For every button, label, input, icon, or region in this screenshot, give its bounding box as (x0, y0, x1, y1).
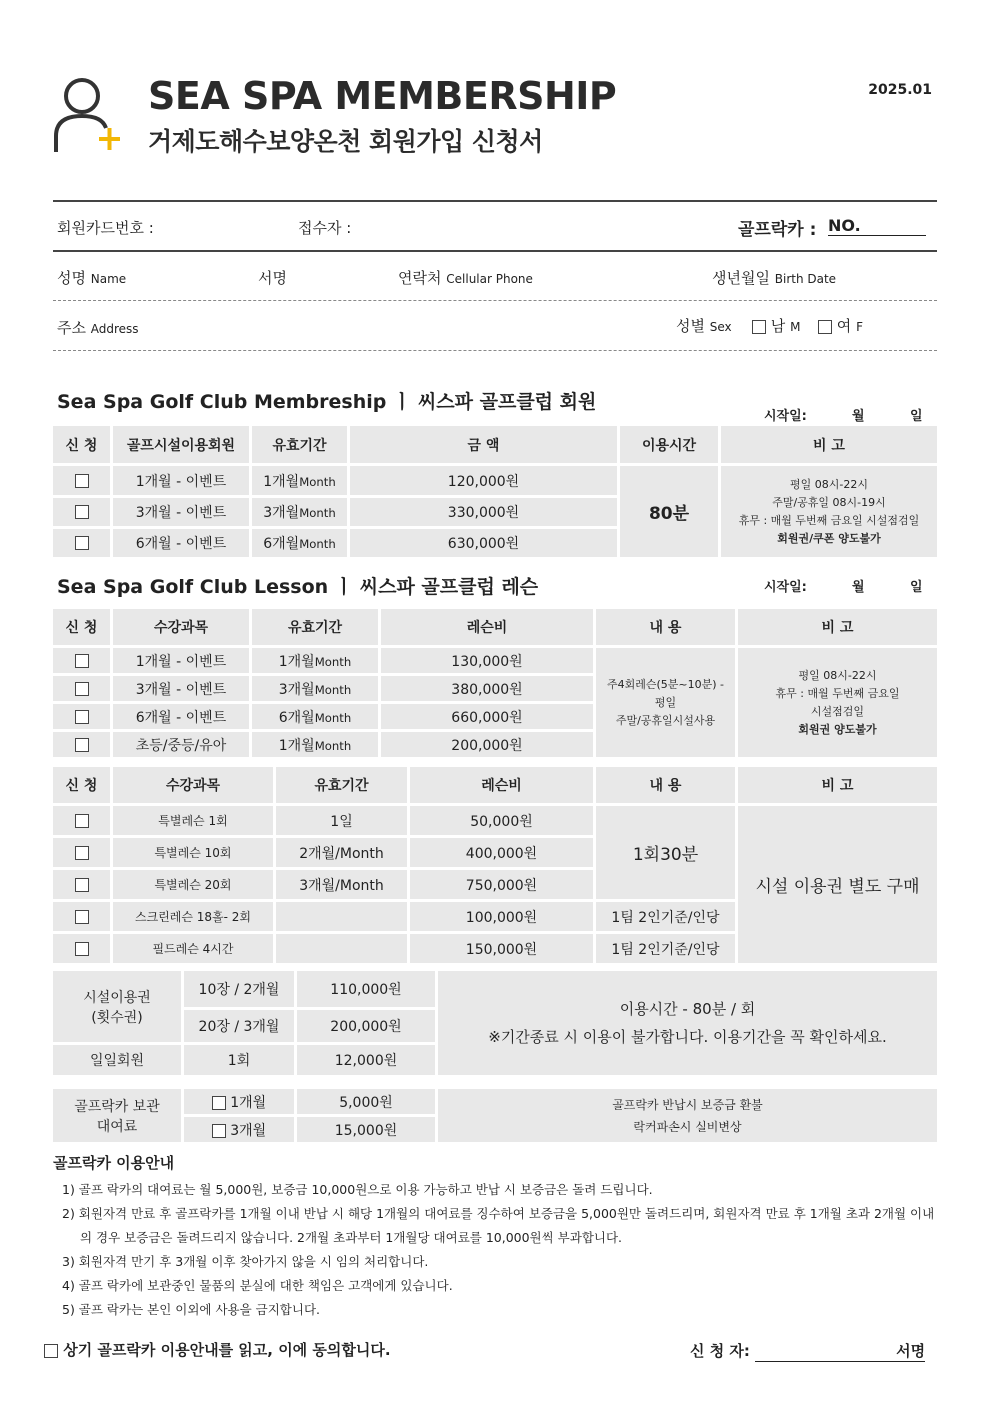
course-name: 특별레슨 10회 (113, 838, 273, 867)
col-apply: 신 청 (53, 609, 110, 645)
usage-time: 80분 (620, 466, 718, 557)
list-item: 3) 회원자격 만기 후 3개월 이후 찾아가지 않을 시 임의 처리합니다. (62, 1254, 429, 1269)
course-name: 스크린레슨 18홀- 2회 (113, 902, 273, 931)
guide-list (62, 1178, 942, 1322)
page-title: SEA SPA MEMBERSHIP (148, 74, 617, 118)
period (276, 902, 407, 931)
period: 6개월Month (252, 704, 378, 729)
apply-checkbox[interactable] (75, 710, 89, 724)
col-course: 수강과목 (113, 609, 249, 645)
apply-checkbox[interactable] (75, 910, 89, 924)
price: 50,000원 (410, 806, 593, 835)
locker-fee-label: 골프락카 보관 대여료 (53, 1089, 181, 1142)
col-price: 금 액 (350, 426, 617, 463)
locker-note: 골프락카 반납시 보증금 환불 락커파손시 실비변상 (438, 1089, 937, 1142)
period: 3개월Month (252, 676, 378, 701)
applicant-label: 신 청 자: (690, 1342, 750, 1360)
list-item: 2) 회원자격 만료 후 골프락카를 1개월 이내 반납 시 해당 1개월의 대여료를 징수하여 보증금을 5,000원만 돌려드리며, 회원자격 만료 후 1개월 초과 2개월 이내의 경우 보증금은 돌려드리지 않습니다. 2개월 초과부터 1개월당 대여료를 10,000원씩 부과합니다. (62, 1206, 935, 1245)
col-note: 비 고 (721, 426, 937, 463)
facility-price: 200,000원 (297, 1010, 435, 1042)
divider (53, 300, 937, 301)
price: 330,000원 (350, 498, 617, 526)
sign-label: 서명 (258, 269, 287, 287)
price: 120,000원 (350, 466, 617, 495)
apply-checkbox[interactable] (75, 474, 89, 488)
membership-start-label: 시작일: (764, 409, 807, 424)
lesson-table (50, 606, 940, 760)
price: 200,000원 (381, 732, 593, 757)
applicant-sign-field[interactable] (755, 1340, 925, 1362)
facility-price: 110,000원 (297, 971, 435, 1007)
phone-label: 연락처 Cellular Phone (398, 269, 533, 287)
period: 1개월Month (252, 466, 347, 495)
user-plus-icon (52, 76, 124, 154)
lesson-note: 평일 08시-22시 휴무 : 매월 두번째 금요일 시설점검일 회원권 양도불가 (738, 648, 937, 757)
col-price: 레슨비 (410, 767, 593, 803)
lesson-section-title: Sea Spa Golf Club Lesson ㅣ 씨스파 골프클럽 레슨 (57, 576, 539, 598)
period: 3개월/Month (276, 870, 407, 899)
facility-qty: 10장 / 2개월 (184, 971, 294, 1007)
course-name: 3개월 - 이벤트 (113, 676, 249, 701)
facility-label: 시설이용권 (횟수권) (53, 971, 181, 1042)
course-name: 6개월 - 이벤트 (113, 704, 249, 729)
price: 660,000원 (381, 704, 593, 729)
period: 2개월/Month (276, 838, 407, 867)
locker-label: 골프락카 : (738, 220, 817, 240)
list-item: 1) 골프 락카의 대여료는 월 5,000원, 보증금 10,000원으로 이용 가능하고 반납 시 보증금은 돌려 드립니다. (62, 1182, 653, 1197)
col-period: 유효기간 (252, 609, 378, 645)
facility-qty: 20장 / 3개월 (184, 1010, 294, 1042)
apply-checkbox[interactable] (75, 536, 89, 550)
col-note: 비 고 (738, 609, 937, 645)
course-name: 특별레슨 1회 (113, 806, 273, 835)
name-label: 성명 Name (57, 269, 127, 287)
agree-checkbox[interactable] (44, 1344, 58, 1358)
price: 380,000원 (381, 676, 593, 701)
period: 1개월Month (252, 648, 378, 673)
sex-label: 성별 Sex (676, 317, 732, 335)
lesson-start-month: 월 (852, 580, 865, 595)
locker-option-3m[interactable]: 3개월 (184, 1117, 294, 1142)
special-lesson-table (50, 764, 940, 966)
locker-fee-table (50, 1086, 940, 1145)
page-subtitle: 거제도해수보양온천 회원가입 신청서 (148, 127, 543, 156)
apply-checkbox[interactable] (75, 505, 89, 519)
price: 130,000원 (381, 648, 593, 673)
lesson-duration: 1회30분 (596, 806, 735, 899)
period: 1일 (276, 806, 407, 835)
content: 1팀 2인기준/인당 (596, 934, 735, 963)
address-label: 주소 Address (57, 319, 139, 337)
facility-info: 이용시간 - 80분 / 회 ※기간종료 시 이용이 불가합니다. 이용기간을 꼭 확인하세요. (438, 971, 937, 1075)
divider (53, 350, 937, 351)
course-name: 3개월 - 이벤트 (113, 498, 249, 526)
price: 150,000원 (410, 934, 593, 963)
table-row (53, 648, 937, 673)
col-time: 이용시간 (620, 426, 718, 463)
locker-option-1m[interactable]: 1개월 (184, 1089, 294, 1114)
price: 630,000원 (350, 529, 617, 557)
course-name: 6개월 - 이벤트 (113, 529, 249, 557)
period (276, 934, 407, 963)
course-name: 1개월 - 이벤트 (113, 648, 249, 673)
applicant-signature (690, 1340, 925, 1362)
male-checkbox[interactable] (752, 320, 766, 334)
locker-price: 5,000원 (297, 1089, 435, 1114)
card-no-label: 회원카드번호 : (57, 219, 154, 237)
apply-checkbox[interactable] (75, 654, 89, 668)
apply-checkbox[interactable] (75, 814, 89, 828)
daily-label: 일일회원 (53, 1045, 181, 1075)
col-course: 수강과목 (113, 767, 273, 803)
col-apply: 신 청 (53, 767, 110, 803)
lesson-start-day: 일 (910, 580, 923, 595)
form-date: 2025.01 (868, 82, 932, 98)
col-price: 레슨비 (381, 609, 593, 645)
sex-male-option[interactable]: 남 M (752, 315, 800, 336)
lesson-start-label: 시작일: (764, 580, 807, 595)
sign-text: 서명 (896, 1342, 926, 1360)
period: 1개월Month (252, 732, 378, 757)
locker-3m-checkbox[interactable] (212, 1124, 226, 1138)
col-note: 비 고 (738, 767, 937, 803)
col-period: 유효기간 (276, 767, 407, 803)
daily-qty: 1회 (184, 1045, 294, 1075)
lesson-content: 주4회레슨(5분~10분) - 평일 주말/공휴일시설사용 (596, 648, 735, 757)
list-item: 5) 골프 락카는 본인 이외에 사용을 금지합니다. (62, 1302, 320, 1317)
course-name: 1개월 - 이벤트 (113, 466, 249, 495)
membership-start-day: 일 (910, 409, 923, 424)
price: 100,000원 (410, 902, 593, 931)
divider (53, 200, 937, 202)
locker-price: 15,000원 (297, 1117, 435, 1142)
agree-text: 상기 골프락카 이용안내를 읽고, 이에 동의합니다. (63, 1341, 391, 1359)
price: 750,000원 (410, 870, 593, 899)
price: 400,000원 (410, 838, 593, 867)
facility-pass-table (50, 968, 940, 1078)
apply-checkbox[interactable] (75, 682, 89, 696)
col-course: 골프시설이용회원 (113, 426, 249, 463)
col-period: 유효기간 (252, 426, 347, 463)
table-row (53, 466, 937, 495)
period: 3개월Month (252, 498, 347, 526)
receiver-label: 접수자 : (298, 219, 352, 237)
female-checkbox[interactable] (818, 320, 832, 334)
table-row (53, 806, 937, 835)
course-name: 초등/중등/유아 (113, 732, 249, 757)
special-note: 시설 이용권 별도 구매 (738, 806, 937, 963)
membership-section-title: Sea Spa Golf Club Membreship ㅣ 씨스파 골프클럽 회원 (57, 391, 597, 413)
content: 1팀 2인기준/인당 (596, 902, 735, 931)
guide-title: 골프락카 이용안내 (53, 1154, 175, 1172)
apply-checkbox[interactable] (75, 942, 89, 956)
apply-checkbox[interactable] (75, 878, 89, 892)
membership-note: 평일 08시-22시 주말/공휴일 08시-19시 휴무 : 매월 두번째 금요일 시설점검일 회원권/쿠폰 양도불가 (721, 466, 937, 557)
col-content: 내 용 (596, 609, 735, 645)
divider (53, 250, 937, 252)
membership-table (50, 423, 940, 560)
col-content: 내 용 (596, 767, 735, 803)
agree-option[interactable] (44, 1339, 391, 1360)
col-apply: 신 청 (53, 426, 110, 463)
locker-1m-checkbox[interactable] (212, 1096, 226, 1110)
membership-start-month: 월 (852, 409, 865, 424)
daily-price: 12,000원 (297, 1045, 435, 1075)
apply-checkbox[interactable] (75, 846, 89, 860)
period: 6개월Month (252, 529, 347, 557)
sex-female-option[interactable]: 여 F (818, 315, 863, 336)
locker-no-text: NO. (828, 216, 861, 235)
course-name: 특별레슨 20회 (113, 870, 273, 899)
birth-label: 생년월일 Birth Date (712, 269, 837, 287)
list-item: 4) 골프 락카에 보관중인 물품의 분실에 대한 책임은 고객에게 있습니다. (62, 1278, 453, 1293)
apply-checkbox[interactable] (75, 738, 89, 752)
locker-no-field[interactable] (828, 216, 926, 236)
course-name: 필드레슨 4시간 (113, 934, 273, 963)
